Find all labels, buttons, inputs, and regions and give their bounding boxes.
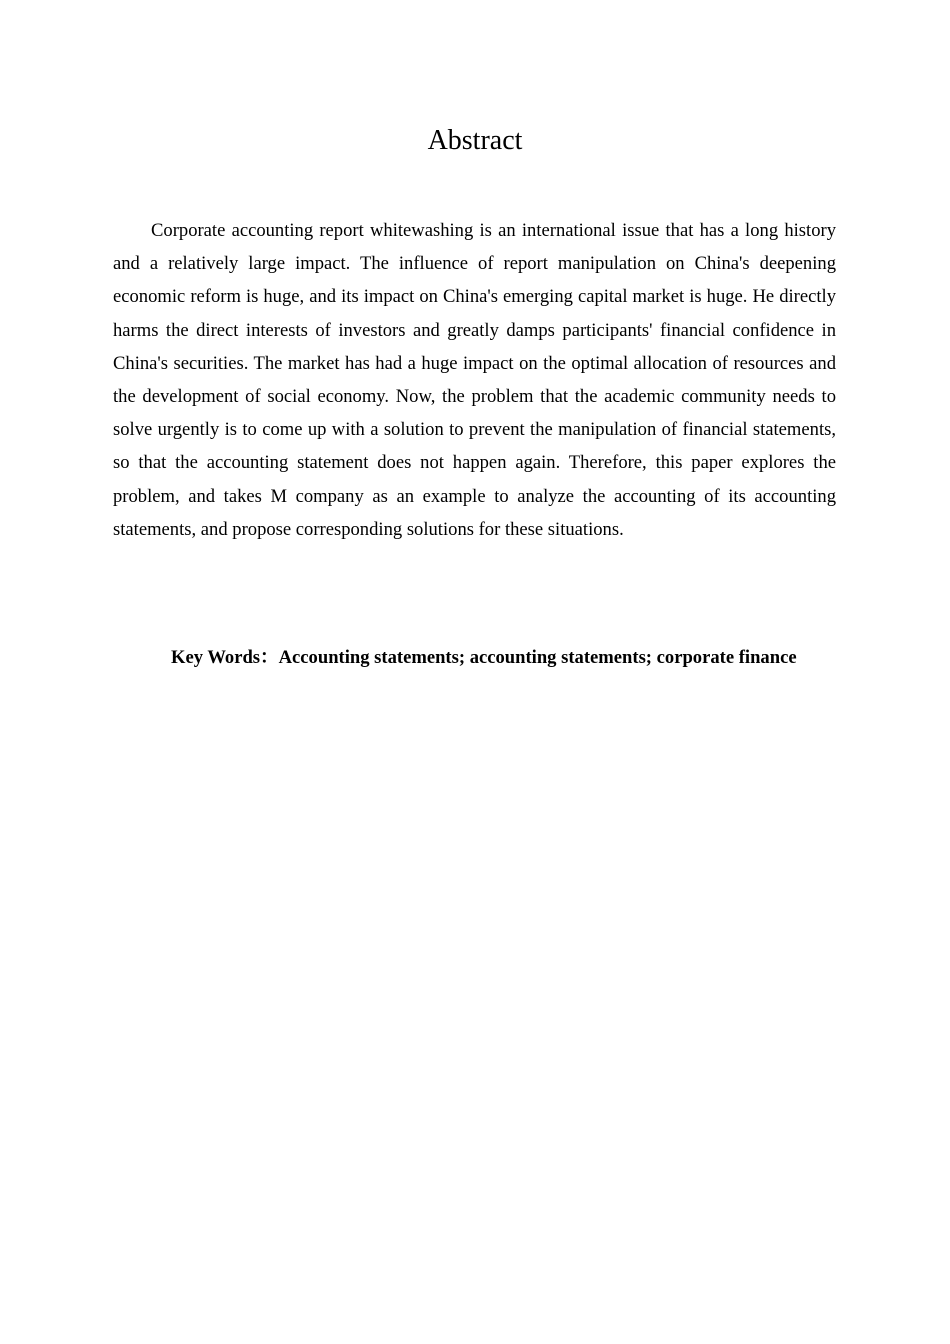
abstract-paragraph: Corporate accounting report whitewashing is an international issue that has a long history and a relatively large impact. The influence of report manipulation on China's deepening economic reform is huge, and its impact on China's emerging capital market is huge. He directly harms the direct interests of investors and greatly damps participants' financial confidence in China's securities. The market has had a huge impact on the optimal allocation of resources and the development of social economy. Now, the problem that the academic community needs to solve urgently is to come up with a solution to prevent the manipulation of financial statements, so that the accounting statement does not happen again. Therefore, this paper explores the problem, and takes M company as an example to analyze the accounting of its accounting statements, and propose corresponding solutions for these situations. <box>113 220 836 540</box>
keywords-text: Accounting statements; accounting statements; corporate finance <box>278 647 797 668</box>
keywords-label: Key Words： <box>171 647 279 668</box>
keywords-line <box>171 644 871 672</box>
page-title: Abstract <box>427 125 523 156</box>
